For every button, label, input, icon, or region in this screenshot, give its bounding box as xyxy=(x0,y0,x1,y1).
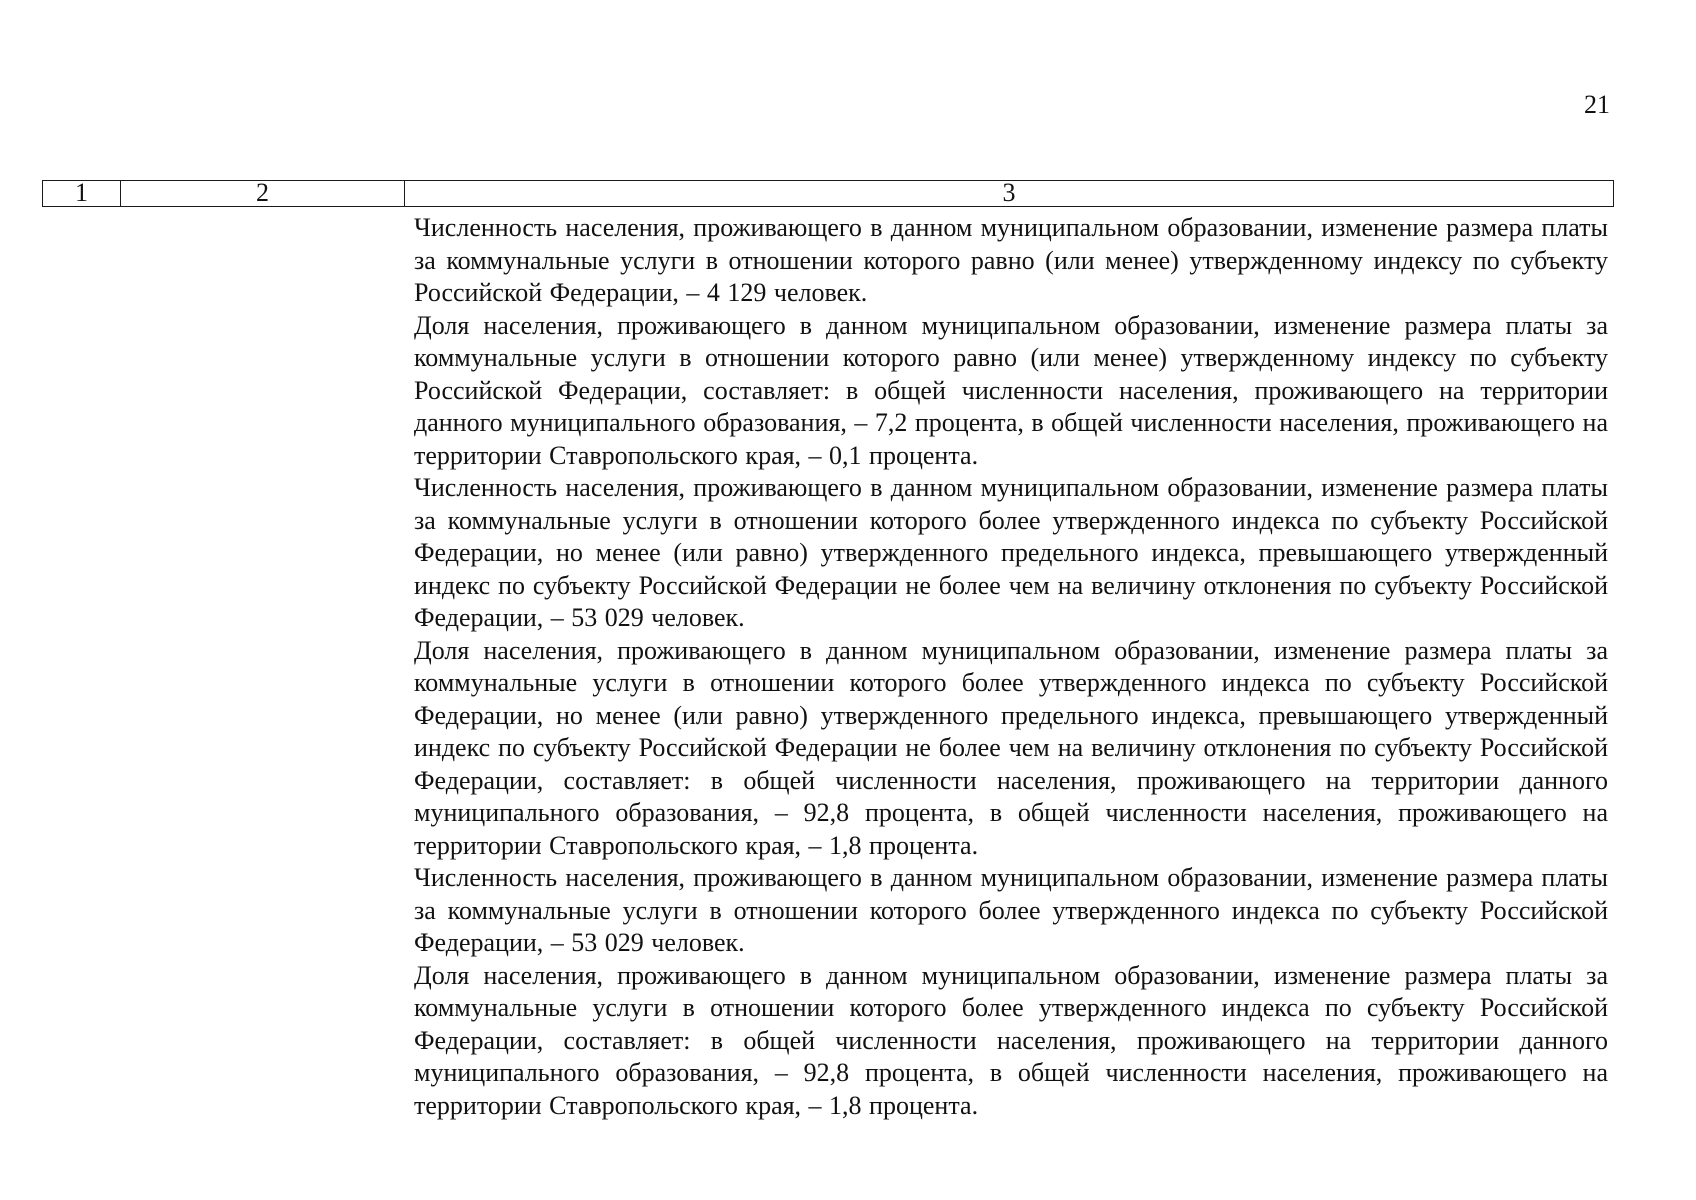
paragraph-population-count-within-deviation: Численность населения, проживающего в данном муниципальном образовании, изменение размера платы за коммунальные услуги в отношении которого более утвержденного индекса по субъекту Российской Федерации, но менее (или равно) утвержденного предельного индекса, превышающего утвержденный индекс по субъекту Российской Федерации не более чем на величину отклонения по субъекту Российской Федерации, – 53 029 человек. xyxy=(414,473,1608,632)
table-header-col-1: 1 xyxy=(43,181,121,206)
table-header-row xyxy=(42,180,1614,207)
paragraph-population-count-above-index: Численность населения, проживающего в данном муниципальном образовании, изменение размера платы за коммунальные услуги в отношении которого более утвержденного индекса по субъекту Российской Федерации, – 53 029 человек. xyxy=(414,863,1608,957)
table-header-col-2: 2 xyxy=(121,181,405,206)
paragraph-population-share-within-deviation: Доля населения, проживающего в данном муниципальном образовании, изменение размера платы за коммунальные услуги в отношении которого более утвержденного индекса по субъекту Российской Федерации, но менее (или равно) утвержденного предельного индекса, превышающего утвержденный индекс по субъекту Российской Федерации не более чем на величину отклонения по субъекту Российской Федерации, составляет: в общей численности населения, проживающего на территории данного муниципального образования, – 92,8 процента, в общей численности населения, проживающего на территории Ставропольского края, – 1,8 процента. xyxy=(414,635,1608,860)
paragraph-population-count-equal-index: Численность населения, проживающего в данном муниципальном образовании, изменение размера платы за коммунальные услуги в отношении которого равно (или менее) утвержденному индексу по субъекту Российской Федерации, – 4 129 человек. xyxy=(414,213,1608,307)
paragraph-population-share-equal-index: Доля населения, проживающего в данном муниципальном образовании, изменение размера платы за коммунальные услуги в отношении которого равно (или менее) утвержденному индексу по субъекту Российской Федерации, составляет: в общей численности населения, проживающего на территории данного муниципального образования, – 7,2 процента, в общей численности населения, проживающего на территории Ставропольского края, – 0,1 процента. xyxy=(414,310,1608,470)
table-cell-col-3-content xyxy=(414,212,1608,1122)
paragraph-population-share-above-index: Доля населения, проживающего в данном муниципальном образовании, изменение размера платы за коммунальные услуги в отношении которого более утвержденного индекса по субъекту Российской Федерации, составляет: в общей численности населения, проживающего на территории данного муниципального образования, – 92,8 процента, в общей численности населения, проживающего на территории Ставропольского края, – 1,8 процента. xyxy=(414,960,1608,1120)
table-header-col-3: 3 xyxy=(1002,181,1016,206)
page-number: 21 xyxy=(1584,90,1610,119)
